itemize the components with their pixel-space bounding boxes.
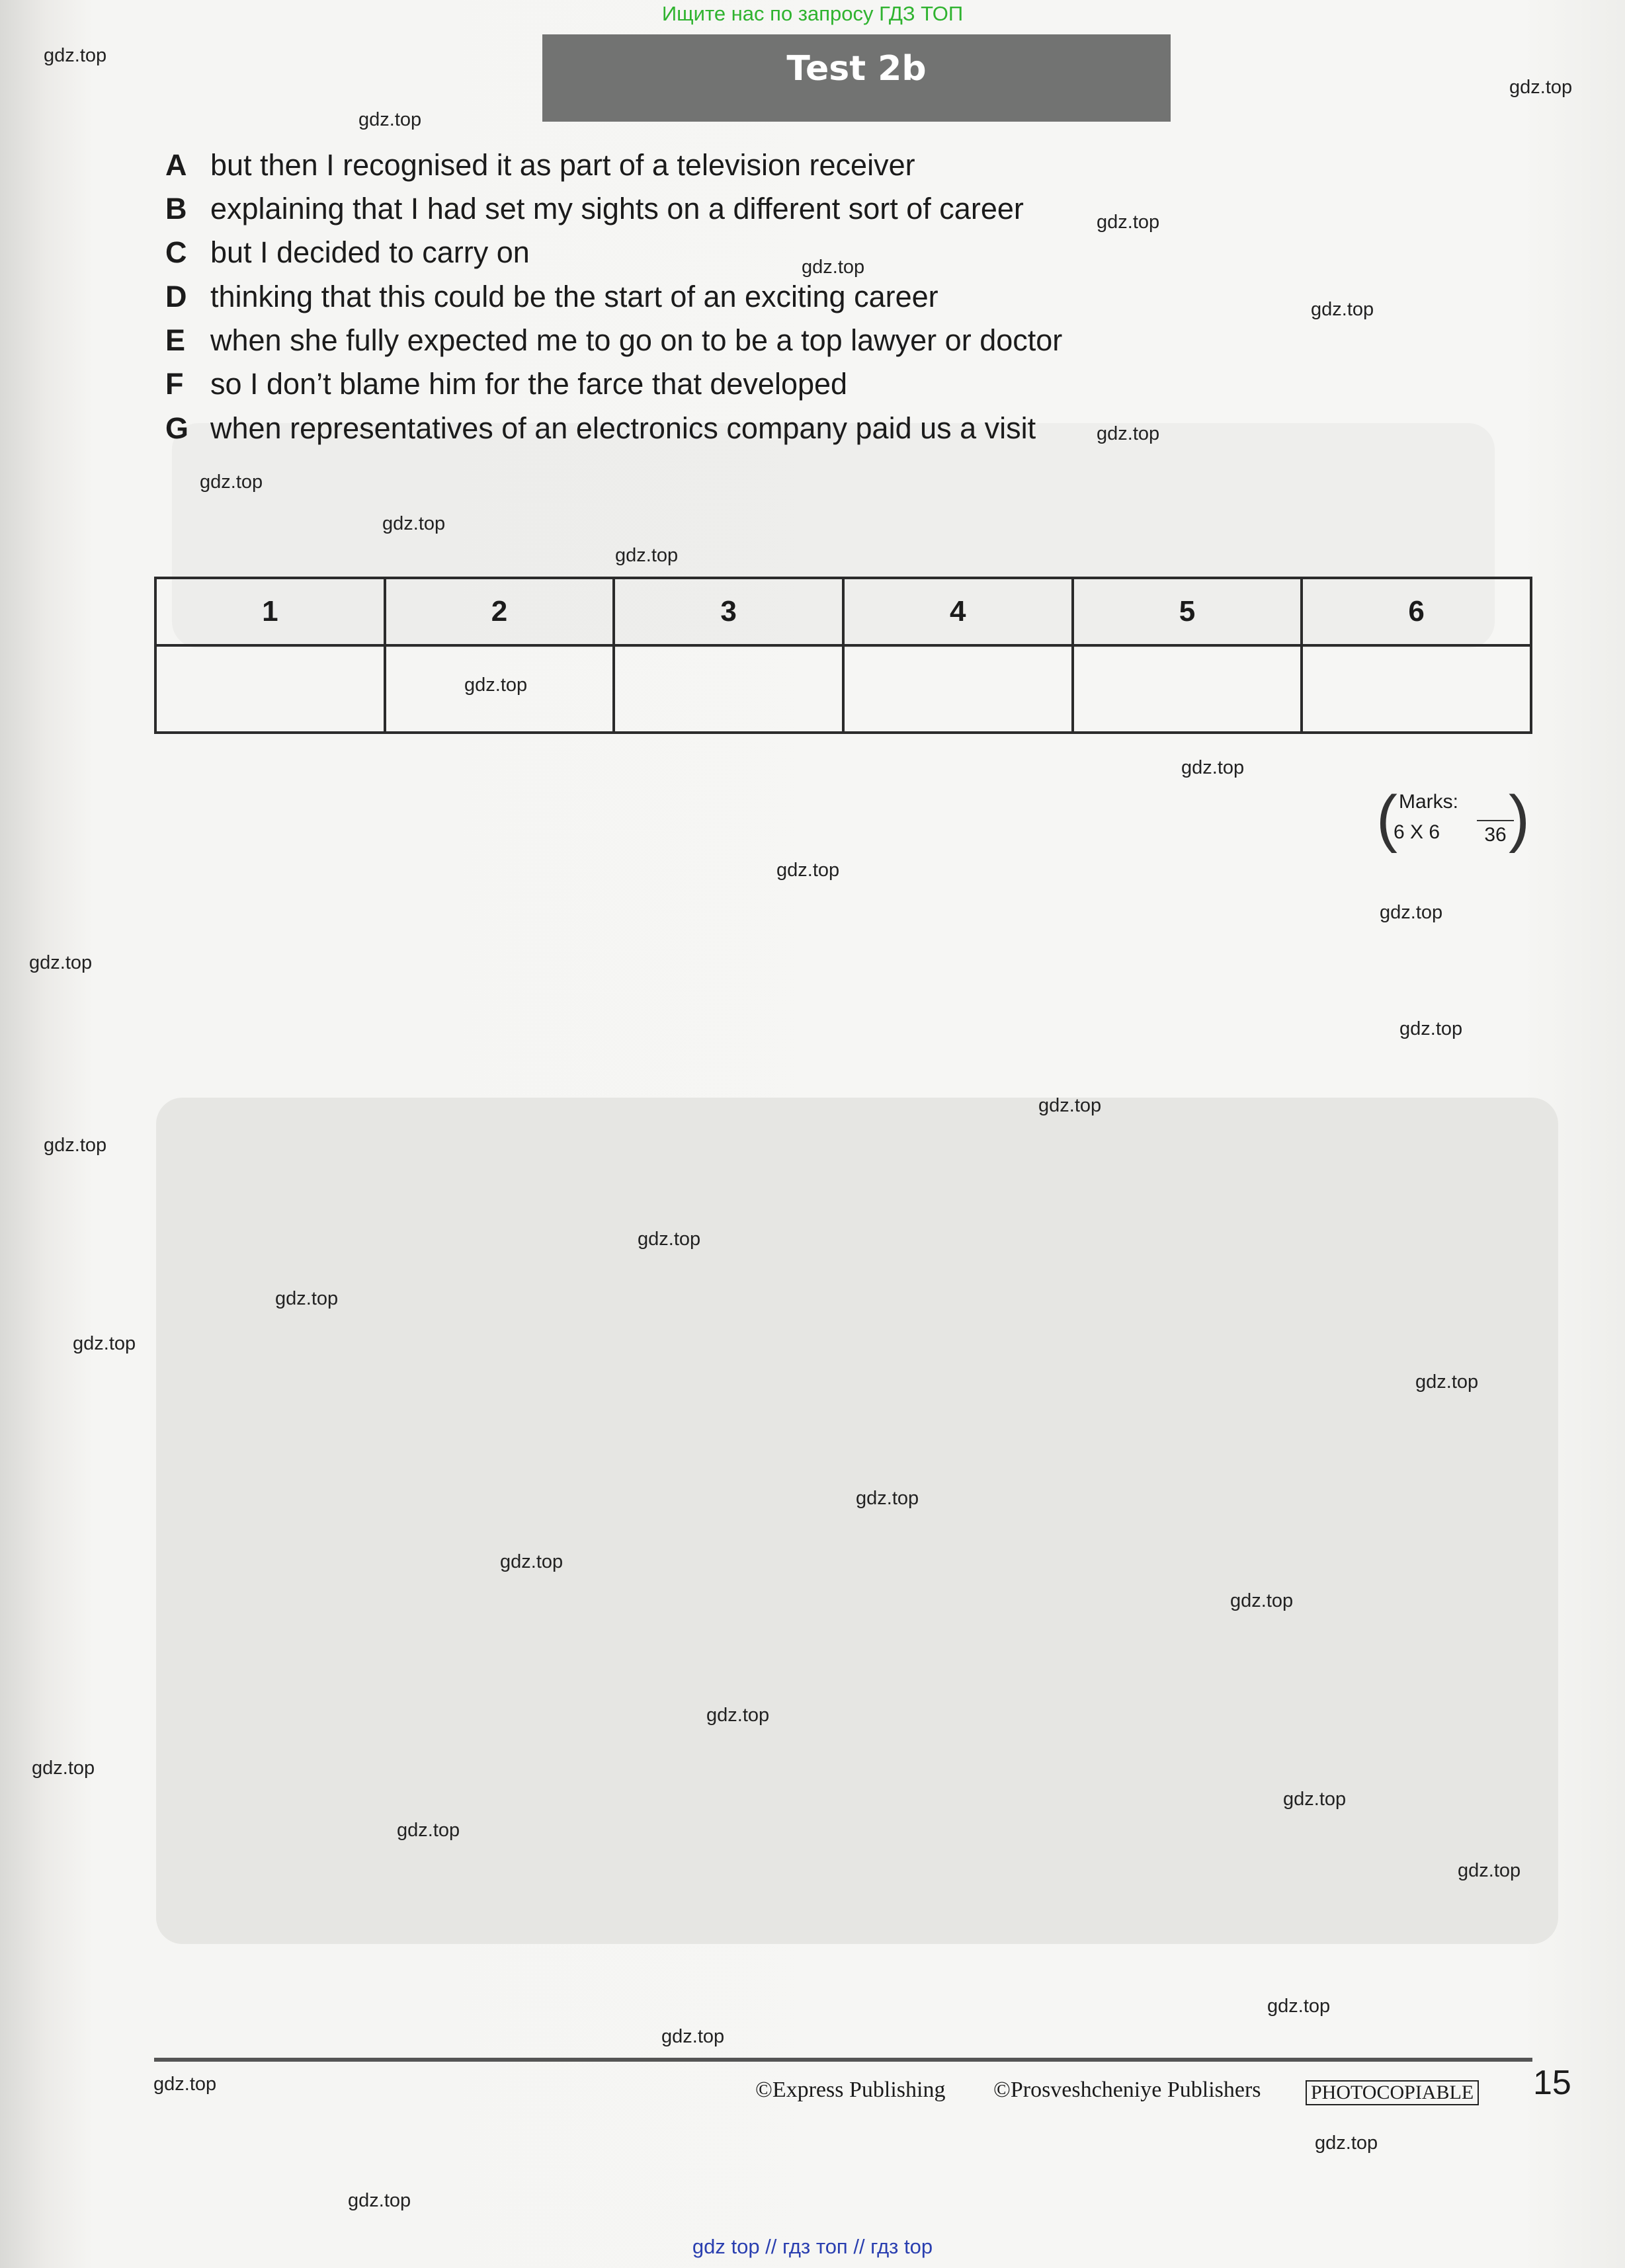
option-letter: F	[165, 367, 184, 401]
watermark: gdz.top	[1311, 299, 1374, 320]
watermark: gdz.top	[32, 1758, 95, 1779]
answer-cell[interactable]	[1073, 645, 1302, 733]
watermark: gdz.top	[661, 2026, 725, 2047]
option-letter: A	[165, 148, 187, 182]
watermark: gdz.top	[1097, 212, 1160, 233]
option-text: thinking that this could be the start of an exciting career	[210, 280, 938, 313]
watermark: gdz.top	[1038, 1095, 1102, 1116]
watermark: gdz.top	[638, 1229, 701, 1250]
marks-label: Marks:	[1399, 791, 1458, 813]
photocopiable-badge: PHOTOCOPIABLE	[1306, 2080, 1479, 2105]
option-g	[165, 411, 1036, 451]
watermark: gdz.top	[73, 1333, 136, 1354]
option-c	[165, 235, 530, 275]
answer-number: 6	[1302, 578, 1531, 645]
answer-number: 1	[155, 578, 385, 645]
marks-calculation: 6 X 6	[1394, 821, 1440, 843]
marks-left-paren: (	[1376, 783, 1397, 854]
answer-cell[interactable]	[843, 645, 1073, 733]
option-d	[165, 280, 938, 319]
faded-bleed-through-panel	[156, 1098, 1558, 1944]
option-text: but I decided to carry on	[210, 235, 530, 269]
watermark: gdz.top	[615, 545, 679, 566]
option-text: when representatives of an electronics company paid us a visit	[210, 411, 1036, 445]
marks-right-paren: )	[1509, 783, 1530, 854]
footer-publisher-express: ©Express Publishing	[755, 2078, 946, 2102]
watermark: gdz.top	[1283, 1789, 1347, 1810]
option-text: so I don’t blame him for the farce that developed	[210, 367, 848, 401]
watermark: gdz.top	[1230, 1590, 1294, 1611]
footer-publisher-prosveshcheniye: ©Prosveshcheniye Publishers	[993, 2078, 1261, 2102]
watermark: gdz.top	[802, 257, 865, 278]
answer-number: 5	[1073, 578, 1302, 645]
watermark: gdz.top	[1267, 1996, 1331, 2017]
option-letter: C	[165, 235, 187, 269]
watermark: gdz.top	[382, 513, 446, 534]
option-text: explaining that I had set my sights on a different sort of career	[210, 192, 1024, 225]
bottom-site-links[interactable]: gdz top // гдз топ // гдз top	[692, 2235, 933, 2258]
watermark: gdz.top	[44, 1135, 107, 1156]
answer-cell[interactable]	[1302, 645, 1531, 733]
watermark: gdz.top	[1097, 423, 1160, 444]
watermark: gdz.top	[153, 2074, 217, 2095]
watermark: gdz.top	[348, 2190, 411, 2211]
watermark: gdz.top	[1509, 77, 1573, 98]
option-text: when she fully expected me to go on to be a top lawyer or doctor	[210, 323, 1063, 357]
page-number: 15	[1533, 2064, 1571, 2102]
option-letter: E	[165, 323, 186, 357]
option-letter: B	[165, 192, 187, 225]
option-text: but then I recognised it as part of a television receiver	[210, 148, 915, 182]
answer-cell[interactable]	[155, 645, 385, 733]
watermark: gdz.top	[200, 471, 263, 493]
test-title-banner: Test 2b	[542, 34, 1171, 122]
watermark: gdz.top	[464, 674, 528, 696]
marks-box	[1376, 783, 1531, 854]
watermark: gdz.top	[856, 1488, 919, 1509]
option-f	[165, 367, 847, 407]
answer-grid	[154, 577, 1532, 734]
watermark: gdz.top	[500, 1551, 563, 1572]
option-e	[165, 323, 1062, 363]
option-letter: G	[165, 411, 189, 445]
watermark: gdz.top	[1399, 1018, 1463, 1039]
watermark: gdz.top	[1181, 757, 1245, 778]
answer-number: 3	[614, 578, 843, 645]
answer-cell[interactable]	[614, 645, 843, 733]
option-letter: D	[165, 280, 187, 313]
answer-grid-blank-row	[155, 645, 1531, 733]
search-hint-link[interactable]: Ищите нас по запросу ГДЗ ТОП	[661, 2, 964, 25]
watermark: gdz.top	[1458, 1860, 1521, 1881]
answer-grid-header-row	[155, 578, 1531, 645]
watermark: gdz.top	[358, 109, 422, 130]
answer-number: 4	[843, 578, 1073, 645]
answer-number: 2	[385, 578, 614, 645]
watermark: gdz.top	[29, 952, 93, 973]
marks-total: 36	[1477, 820, 1514, 848]
watermark: gdz.top	[1315, 2132, 1378, 2154]
footer-divider	[154, 2058, 1532, 2062]
watermark: gdz.top	[275, 1288, 339, 1309]
watermark: gdz.top	[1415, 1371, 1479, 1393]
watermark: gdz.top	[397, 1820, 460, 1841]
watermark: gdz.top	[706, 1705, 770, 1726]
option-a	[165, 148, 915, 188]
watermark: gdz.top	[44, 45, 107, 66]
watermark: gdz.top	[1380, 902, 1443, 923]
option-b	[165, 192, 1024, 231]
watermark: gdz.top	[776, 860, 840, 881]
